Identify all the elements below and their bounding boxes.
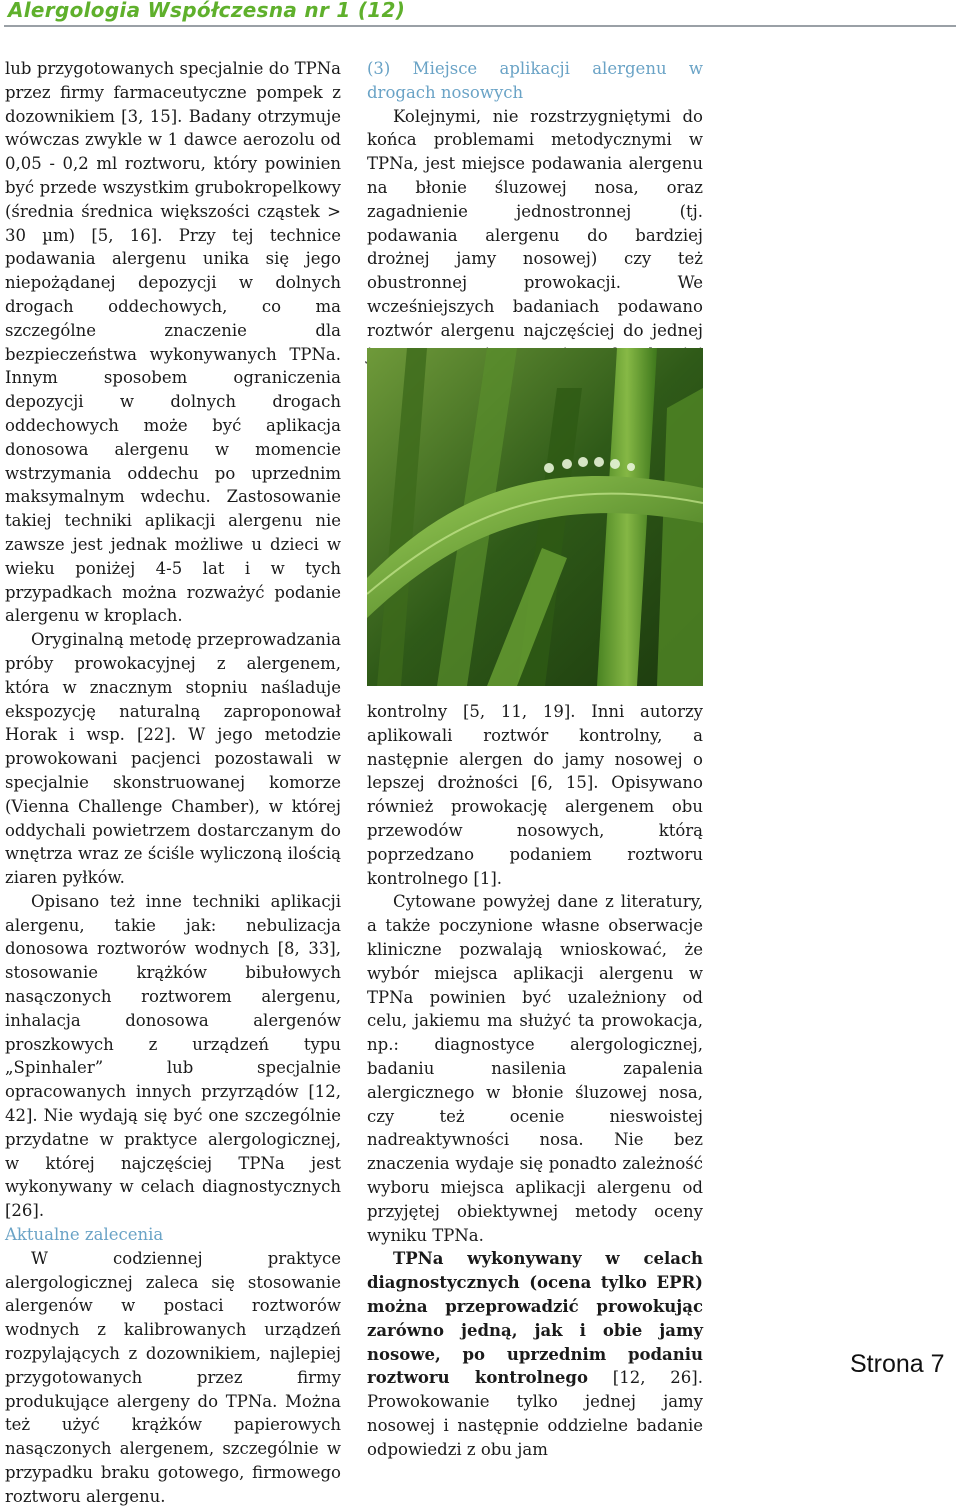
right-paragraph-4-rest: [12, 26]. Prowokowanie tylko jednej jamy nosowej i następnie oddzielne badanie odpowiedzi z obu jam bbox=[367, 1368, 703, 1459]
left-paragraph-3: Opisano też inne techniki aplikacji alergenu, takie jak: nebulizacja donosowa roztworów wodnych [8, 33], stosowanie krążków bibułowych nasączonych roztworem alergenu, inhalacja donosowa alergenów proszkowych z urządzeń typu „Spinhaler” lub specjalnie opracowanych innych przyrządów [12, 42]. Nie wydają się być one szczególnie przydatne w praktyce alergologicznej, w której najczęściej TPNa jest wykonywany w celach diagnostycznych [26]. bbox=[5, 891, 341, 1221]
right-column-top bbox=[367, 57, 703, 390]
grass-blades-image bbox=[367, 348, 703, 686]
journal-title: Alergologia Współczesna nr 1 (12) bbox=[8, 0, 406, 22]
header-divider bbox=[4, 25, 956, 27]
right-column-bottom bbox=[367, 700, 703, 1462]
left-paragraph-1: lub przygotowanych specjalnie do TPNa przez firmy farmaceutyczne pompek z dozownikiem [3, 15]. Badany otrzymuje wówczas zwykle w 1 dawce aerozolu od 0,05 - 0,2 ml roztworu, który powinien być przede wszystkim grubokropelkowy (średnia średnica większości cząstek > 30 µm) [5, 16]. Przy tej technice podawania alergenu unika się jego niepożądanej depozycji w dolnych drogach oddechowych, co ma szczególne znaczenie dla bezpieczeństwa wykonywanych TPNa. Innym sposobem ograniczenia depozycji w dolnych drogach oddechowych może być aplikacja donosowa alergenu w momencie wstrzymania oddechu po uprzednim maksymalnym wdechu. Zastosowanie takiej techniki aplikacji alergenu nie zawsze jest jednak możliwe u dzieci w wieku poniżej 4-5 lat i w tych przypadkach można rozważyć podanie alergenu w kroplach. bbox=[5, 59, 341, 626]
section-heading-aktualne-zalecenia: Aktualne zalecenia bbox=[5, 1225, 164, 1245]
page-number: Strona 7 bbox=[850, 1350, 945, 1378]
page-header bbox=[4, 0, 956, 24]
right-paragraph-3: Cytowane powyżej dane z literatury, a także poczynione własne obserwacje kliniczne pozwalają wnioskować, że wybór miejsca aplikacji alergenu w TPNa powinien być uzależniony od celu, jakiemu ma służyć ta prowokacja, np.: diagnostyce alergologicznej, badaniu nasilenia zapalenia alergicznego w błonie śluzowej nosa, czy też ocenie nieswoistej nadreaktywności nosa. Nie bez znaczenia wydaje się ponadto zależność wyboru miejsca aplikacji alergenu od przyjętej obiektywnej metody oceny wyniku TPNa. bbox=[367, 892, 703, 1245]
right-paragraph-1: Kolejnymi, nie rozstrzygniętymi do końca problemami metodycznymi w TPNa, jest miejsce podawania alergenu na błonie śluzowej nosa, oraz zagadnienie jednostronnej (tj. podawania alergenu do bardziej drożnej jamy nosowej) czy też obustronnej prowokacji. We wcześniejszych badaniach podawano roztwór alergenu najczęściej do jednej bbox=[367, 106, 703, 340]
right-paragraph-2: kontrolny [5, 11, 19]. Inni autorzy aplikowali roztwór kontrolny, a następnie alergen do jamy nosowej o lepszej drożności [6, 15]. Opisywano również prowokację alergenem obu przewodów nosowych, którą poprzedzano podaniem roztworu kontrolnego [1]. bbox=[367, 702, 703, 888]
grass-photo bbox=[367, 348, 703, 686]
right-paragraph-4-bold: TPNa wykonywany w celach diagnostycznych (ocena tylko EPR) można przeprowadzić prowokując zarówno jedną, jak i obie jamy nosowe, po uprzednim podaniu roztworu kontrolnego bbox=[367, 1249, 703, 1388]
left-paragraph-4: W codziennej praktyce alergologicznej zaleca się stosowanie alergenów w postaci roztworów wodnych z kalibrowanych urządzeń rozpylających z dozownikiem, najlepiej przygotowanych przez firmy produkujące alergeny do TPNa. Można też użyć krążków papierowych nasączonych alergenem, szczególnie w przypadku braku gotowego, firmowego roztworu alergenu. bbox=[5, 1248, 341, 1506]
left-column bbox=[5, 57, 341, 1509]
section-heading-miejsce-aplikacji: (3) Miejsce aplikacji alergenu w drogach nosowych bbox=[367, 59, 703, 102]
right-paragraph-4 bbox=[367, 1247, 703, 1461]
left-paragraph-2: Oryginalną metodę przeprowadzania próby prowokacyjnej z alergenem, która w znacznym stopniu naśladuje ekspozycję naturalną zaproponował Horak i wsp. [22]. W jego metodzie prowokowani pacjenci pozostawali w specjalnie skonstruowanej komorze (Vienna Challenge Chamber), w której oddychali powietrzem dostarczanym do wnętrza wraz ze ściśle wyliczoną ilością ziaren pyłków. bbox=[5, 630, 341, 888]
